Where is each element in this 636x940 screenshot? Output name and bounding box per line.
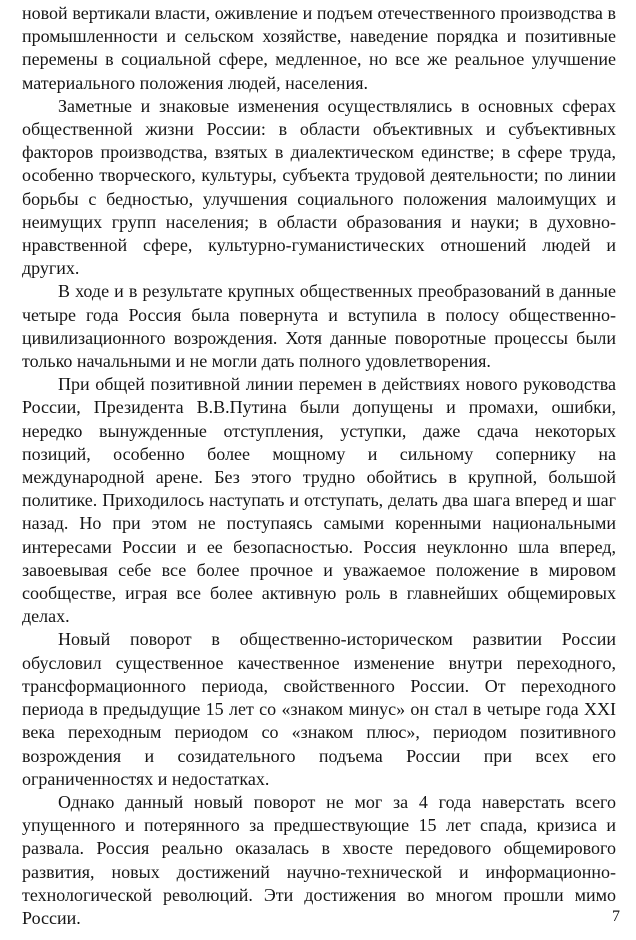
paragraph: Однако данный новый поворот не мог за 4 года наверстать всего упущенного и потерянного за предшествующие 15 лет спада, кризиса и развала. Россия реально оказалась в хвосте передового общемирового развития, новых достижений научно-технической и информационно-технологической революций. Эти достижения во многом прошли мимо России. bbox=[22, 791, 616, 928]
paragraph: В ходе и в результате крупных общественных преобразований в данные четыре года Россия была повернута и вступила в полосу общественно-цивилизационного возрождения. Хотя данные поворотные процессы были только начальными и не могли дать полного удовлетворения. bbox=[22, 281, 616, 372]
paragraph: При общей позитивной линии перемен в действиях нового руководства России, Президента В.В.Путина были допущены и промахи, ошибки, нередко вынужденные отступления, уступки, даже сдача некоторых позиций, особенно более мощному и сильному сопернику на международной арене. Без этого трудно обойтись в крупной, большой политике. Приходилось наступать и отступать, делать два шага вперед и шаг назад. Но при этом не поступаясь самыми коренными национальными интересами России и ее безопасностью. Россия неуклонно шла вперед, завоевывая себе все более прочное и уважаемое положение в мировом сообществе, играя все более активную роль в главнейших общемировых делах. bbox=[22, 374, 616, 627]
paragraph: Новый поворот в общественно-историческом развитии России обусловил существенное качественное изменение внутри переходного, трансформационного периода, свойственного России. От переходного периода в предыдущие 15 лет со «знаком минус» он стал в четыре года XXI века переходным периодом со «знаком плюс», периодом позитивного возрождения и созидательного подъема России при всех его ограниченностях и недостатках. bbox=[22, 629, 616, 789]
paragraph: Заметные и знаковые изменения осуществлялись в основных сферах общественной жизни России: в области объективных и субъективных факторов производства, взятых в диалектическом единстве; в сфере труда, особенно творческого, культуры, субъекта трудовой деятельности; по линии борьбы с бедностью, улучшения социального положения малоимущих и неимущих групп населения; в области образования и науки; в духовно-нравственной сфере, культурно-гуманистических отношений людей и других. bbox=[22, 95, 616, 279]
paragraph-continued: новой вертикали власти, оживление и подъем отечественного производства в промышленности и сельском хозяйстве, наведение порядка и позитивные перемены в социальной сфере, медленное, но все же реальное улучшение материального положения людей, населения. bbox=[22, 3, 616, 93]
page-body bbox=[22, 2, 616, 930]
page-number: 7 bbox=[612, 908, 620, 925]
